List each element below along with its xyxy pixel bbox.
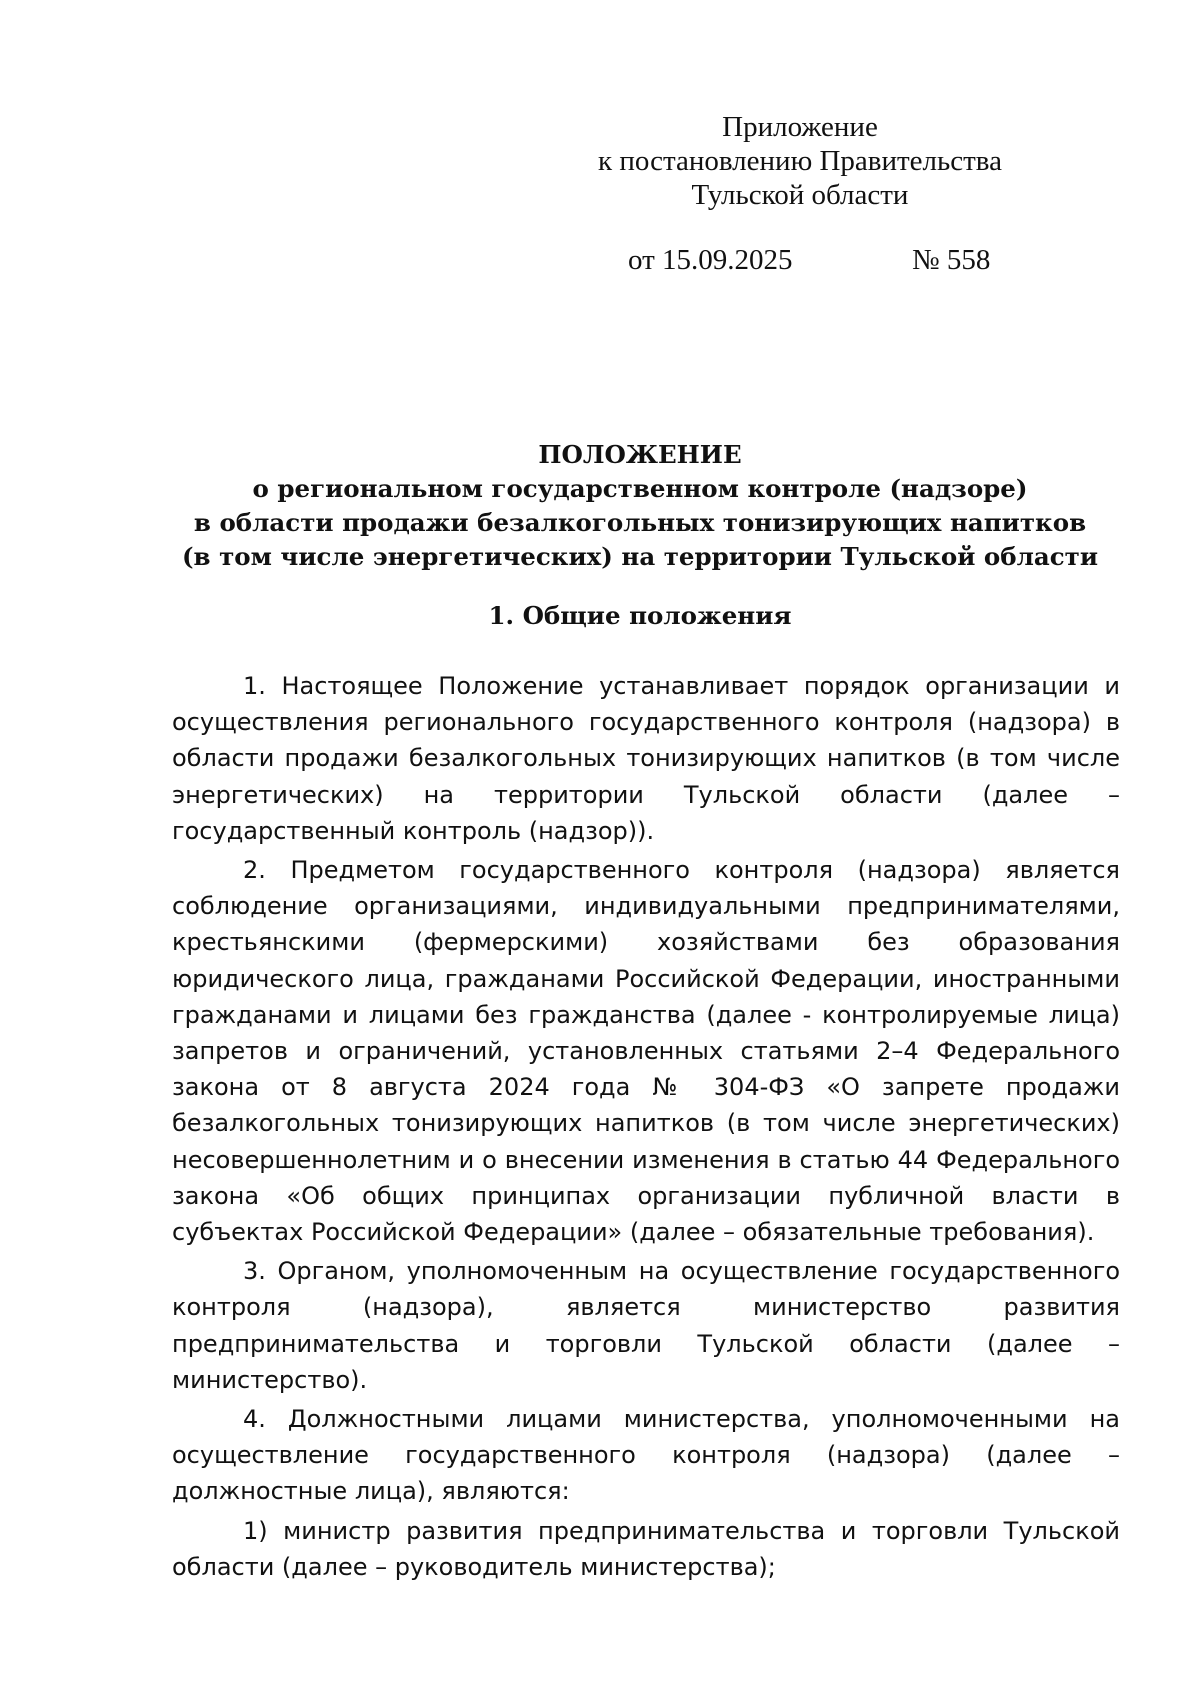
resolution-number: № 558 (912, 244, 991, 276)
paragraph-4: 4. Должностными лицами министерства, уполномоченными на осуществление государственного контроля (надзора) (далее – должностные лица), являются: (172, 1405, 1120, 1506)
paragraph-4-item-1: 1) министр развития предпринимательства и торговли Тульской области (далее – руководитель министерства); (172, 1516, 1120, 1581)
title-line-1: ПОЛОЖЕНИЕ (538, 440, 742, 469)
paragraph-1: 1. Настоящее Положение устанавливает порядок организации и осуществления регионального государственного контроля (надзора) в области продажи безалкогольных тонизирующих напитков (в том числе энергетических) на территории Тульской области (далее – государственный контроль (надзор)). (172, 672, 1120, 845)
paragraph-3: 3. Органом, уполномоченным на осуществление государственного контроля (надзора), является министерство развития предпринимательства и торговли Тульской области (далее – министерство). (172, 1257, 1120, 1394)
appendix-reference: к постановлению Правительства (598, 145, 1002, 177)
paragraph-2: 2. Предметом государственного контроля (надзора) является соблюдение организациями, индивидуальными предпринимателями, крестьянскими (фермерскими) хозяйствами без образования юридического лица, гражданами Российской Федерации, иностранными гражданами и лицами без гражданства (далее - контролируемые лица) запретов и ограничений, установленных статьями 2–4 Федерального закона от 8 августа 2024 года № 304-ФЗ «О запрете продажи безалкогольных тонизирующих напитков (в том числе энергетических) несовершеннолетним и о внесении изменения в статью 44 Федерального закона «Об общих принципах организации публичной власти в субъектах Российской Федерации» (далее – обязательные требования). (172, 856, 1120, 1247)
resolution-date: от 15.09.2025 (628, 244, 793, 276)
appendix-region: Тульской области (691, 179, 909, 211)
title-line-2: о региональном государственном контроле (надзоре) (252, 474, 1028, 503)
appendix-block (560, 110, 1040, 212)
document-title (160, 438, 1120, 574)
title-line-4: (в том числе энергетических) на территории Тульской области (181, 542, 1099, 571)
title-line-3: в области продажи безалкогольных тонизирующих напитков (193, 508, 1087, 537)
document-body (172, 668, 1120, 1588)
appendix-title: Приложение (722, 111, 878, 143)
section-heading: 1. Общие положения (488, 601, 792, 630)
